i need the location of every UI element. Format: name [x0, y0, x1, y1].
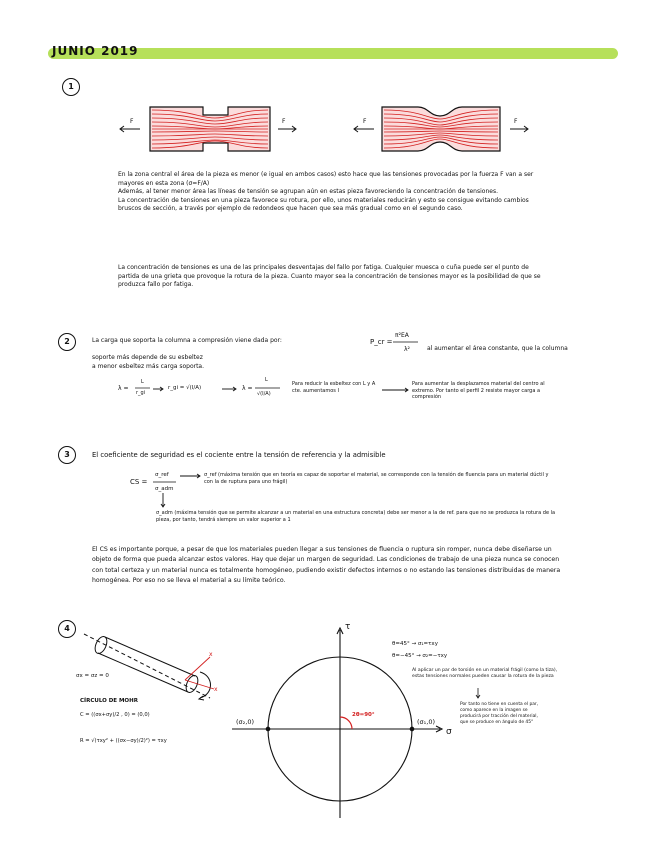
cs-num: σ_ref	[155, 472, 169, 478]
lambda-lhs: λ =	[118, 385, 129, 392]
pcr-num: π²EA	[395, 332, 409, 339]
lambda2-lhs: λ =	[242, 385, 253, 392]
material-note: Para aumentar la desplazamos material del centro al extremo. Por tanto el perfil 2 resiste mayor carga a compresión	[412, 381, 545, 401]
lambda2-den: √(I/A)	[257, 391, 271, 397]
lambda-den: r_gi	[136, 390, 146, 396]
paragraph: La concentración de tensiones es una de las principales desventajas del fallo por fatiga. Cualquier muesca o cuña puede ser el punto de partida de una grieta que provoque la rotura de la pieza. Cuanto mayor sea la concentración de tensiones mayor es la posibilidad de que se produzca fallo por fatiga.	[118, 264, 541, 289]
cs-definition: El coeficiente de seguridad es el cociente entre la tensión de referencia y la admisible	[92, 451, 386, 459]
torsion-note: Al aplicar un par de torsión en un material frágil (como la tiza), estas tensiones normales pueden causar la rotura de la pieza	[412, 668, 558, 679]
theta-eq-1: θ=45° → σ₁=τxy	[392, 641, 438, 647]
section-number-3: 3	[58, 446, 76, 464]
svg-text:x: x	[209, 651, 213, 658]
force-label: F	[363, 118, 367, 125]
mohr-title: CÍRCULO DE MOHR	[80, 698, 138, 704]
angle-label: 2θ=90°	[352, 712, 375, 718]
fracture-note: Por tanto no tiene en cuenta el par, como aparece en la imagen se producirá por tracción del material, que se produce en ángulo de 45°	[460, 702, 539, 725]
pcr-den: λ²	[404, 346, 410, 353]
point-sigma1: (σ₁,0)	[417, 718, 435, 726]
paragraph: En la zona central el área de la pieza es menor (e igual en ambos casos) esto hace que las tensiones provocadas por la fuerza F van a ser mayores en esta zona (σ=F/A)	[118, 171, 534, 187]
column-text-3: a menor esbeltez más carga soporta.	[92, 363, 205, 370]
point-sigma2: (σ₂,0)	[236, 718, 254, 726]
pcr-lhs: P_cr =	[370, 338, 393, 346]
paragraph: La concentración de tensiones en una pieza favorece su rotura, por ello, unos materiales reducirán y esto se consigue evitando cambios bruscos de sección, a través por ejemplo de redondeos que hacen que sea más gradual como en el segundo caso.	[118, 196, 529, 213]
column-text: La carga que soporta la columna a compresión viene dada por:	[92, 337, 282, 344]
tau-label: τ	[345, 622, 351, 632]
force-label: F	[282, 118, 286, 125]
lambda-num: L	[141, 379, 144, 385]
sigma-label: σ	[446, 727, 452, 737]
cs-importance: El CS es importante porque, a pesar de que los materiales pueden llegar a sus tensiones de fluencia o ruptura sin romper, nunca debe diseñarse un objeto de forma que pueda alcanzar estos valores. Hay que dejar un margen de seguridad. Las condiciones de trabajo de una pieza nunca se conocen con total certeza y un material nunca es totalmente homogéneo, pudiendo existir defectos internos o no estando las tensiones distribuidas de manera homogénea. Por eso no se lleva el material a su límite teórico.	[92, 546, 561, 585]
ref-note: σ_ref (máxima tensión que en teoría es capaz de soportar el material, se corresponde con la tensión de fluencia para un material dúctil y con la de ruptura para uno frágil)	[204, 472, 549, 485]
page-title: JUNIO 2019	[52, 44, 139, 58]
column-text-2: al aumentar el área constante, que la columna soporte más depende de su esbeltez	[92, 345, 568, 361]
rgi-eq: r_gi = √(I/A)	[168, 385, 202, 391]
cs-lhs: CS =	[130, 478, 148, 486]
center-eq: C = ((σx+σy)/2 , 0) = (0,0)	[80, 712, 150, 718]
section-number-2: 2	[58, 333, 76, 351]
paragraph: Además, al tener menor área las líneas de tensión se agrupan aún en estas pieza favoreciendo la concentración de tensiones.	[118, 188, 498, 196]
section-number-4: 4	[58, 620, 76, 638]
sigma-zero: σx = σz = 0	[76, 673, 109, 679]
force-label: F	[130, 118, 134, 125]
theta-eq-2: θ=−45° → σ₂=−τxy	[392, 653, 448, 659]
section-number-1: 1	[62, 78, 80, 96]
esbeltez-note: Para reducir la esbeltez con L y A cte. aumentamos I	[292, 381, 376, 394]
radius-eq: R = √(τxy² + ((σx−σy)/2)²) = τxy	[80, 738, 167, 744]
force-label: F	[514, 118, 518, 125]
svg-text:x: x	[214, 686, 218, 693]
lambda2-num: L	[265, 377, 268, 383]
adm-note: σ_adm (máxima tensión que se permite alcanzar a un material en una estructura concreta) debe ser menor a la de ref. para que no se produzca la rotura de la pieza, por tanto, tendrá siempre un valor superior a 1	[156, 510, 556, 523]
cs-den: σ_adm	[155, 486, 174, 492]
